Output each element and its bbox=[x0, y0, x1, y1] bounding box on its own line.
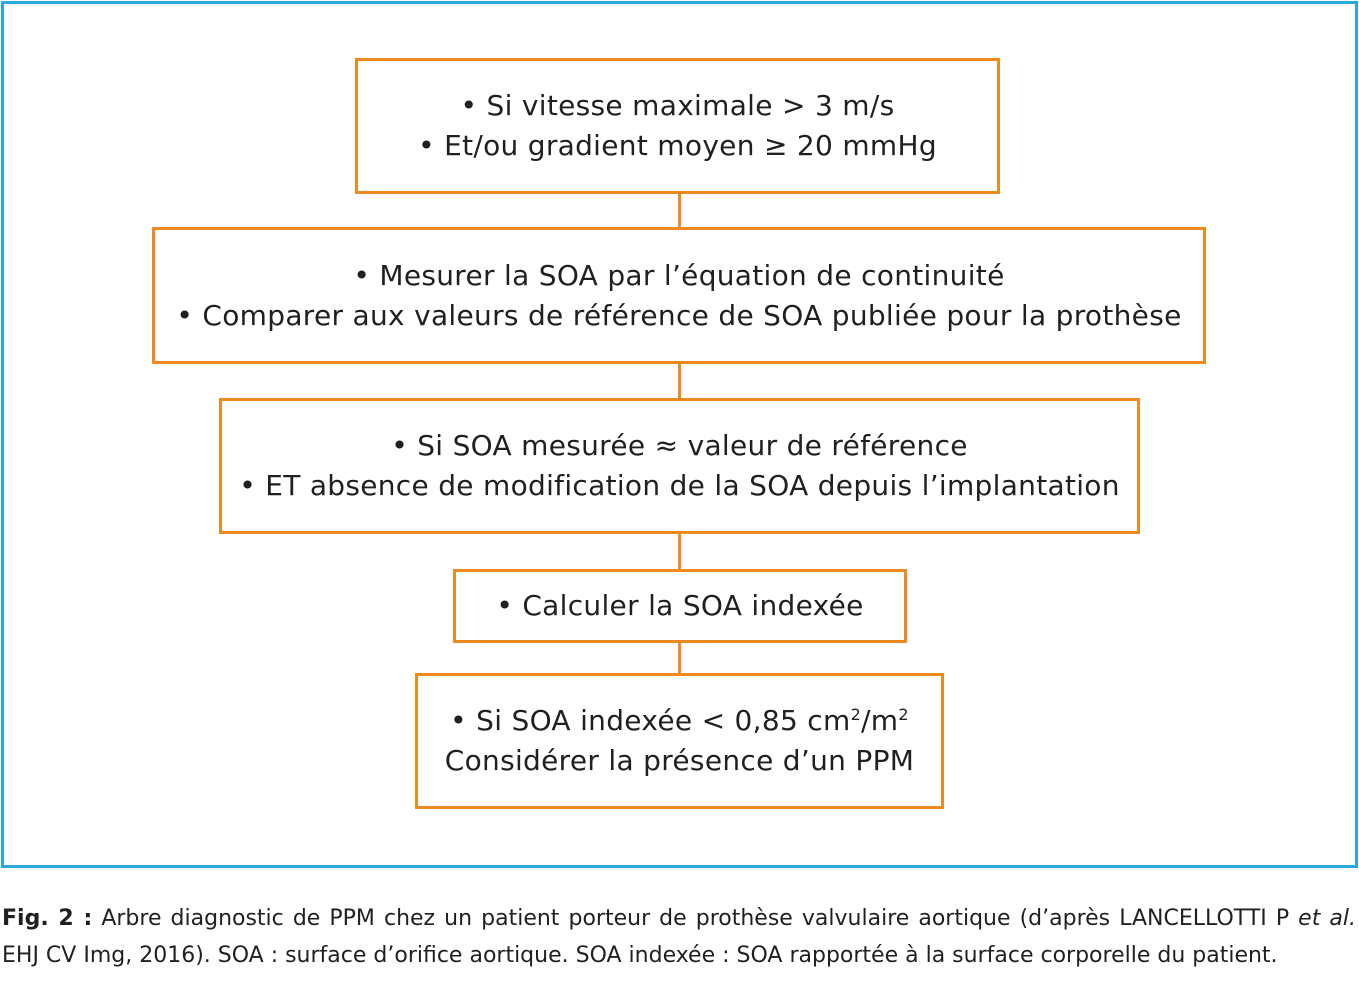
measure-line-2: • Comparer aux valeurs de référence de SOA publiée pour la prothèse bbox=[176, 298, 1182, 332]
calculate-line-1: • Calculer la SOA indexée bbox=[496, 589, 864, 622]
connector-1 bbox=[678, 193, 681, 229]
measure-box bbox=[152, 227, 1206, 364]
conclusion-line-1 bbox=[450, 701, 909, 741]
criteria-line-2: • Et/ou gradient moyen ≥ 20 mmHg bbox=[418, 129, 937, 162]
criteria-box bbox=[355, 58, 1000, 194]
compare-line-1: • Si SOA mesurée ≈ valeur de référence bbox=[391, 429, 968, 462]
compare-line-2: • ET absence de modification de la SOA depuis l’implantation bbox=[239, 469, 1120, 502]
conclusion-line-1-prefix: • Si SOA indexée < 0,85 cm bbox=[450, 704, 851, 737]
caption-text-2: EHJ CV Img, 2016). SOA : surface d’orifice aortique. SOA indexée : SOA rapportée à la surface corporelle du patient. bbox=[2, 943, 1278, 968]
caption-italic: et al. bbox=[1298, 906, 1356, 931]
conclusion-line-2: Considérer la présence d’un PPM bbox=[444, 744, 915, 777]
conclusion-line-1-mid: /m bbox=[861, 704, 899, 737]
superscript-2: 2 bbox=[898, 705, 909, 724]
measure-line-1: • Mesurer la SOA par l’équation de continuité bbox=[353, 258, 1005, 292]
superscript-2: 2 bbox=[850, 705, 862, 724]
connector-2 bbox=[678, 362, 681, 399]
criteria-line-1: • Si vitesse maximale > 3 m/s bbox=[460, 89, 895, 122]
figure-caption bbox=[2, 900, 1356, 974]
conclusion-box bbox=[415, 673, 944, 809]
compare-box bbox=[219, 398, 1140, 534]
connector-3 bbox=[678, 532, 681, 570]
caption-label: Fig. 2 : bbox=[2, 906, 93, 931]
caption-text-1: Arbre diagnostic de PPM chez un patient porteur de prothèse valvulaire aortique (d’après LANCELLOTTI P bbox=[92, 906, 1299, 931]
calculate-box bbox=[453, 569, 907, 643]
connector-4 bbox=[678, 641, 681, 674]
